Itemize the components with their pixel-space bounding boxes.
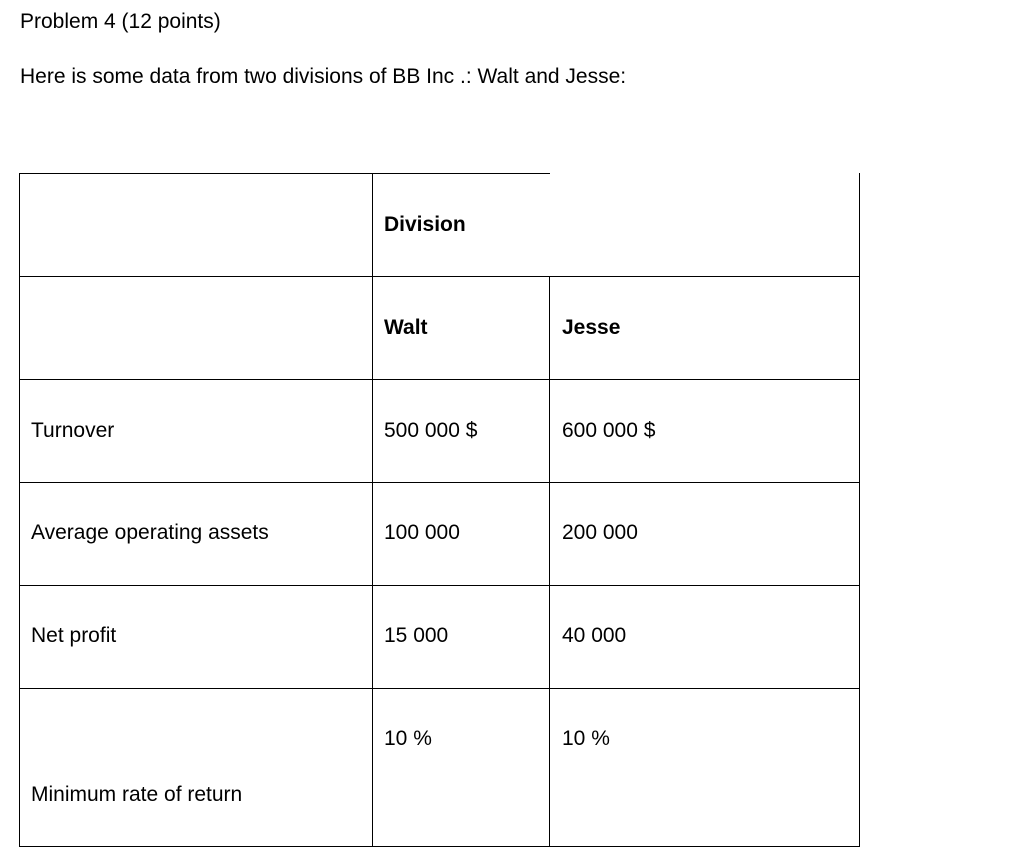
table-rule-vertical: [549, 276, 550, 847]
table-border-bottom: [19, 846, 860, 847]
table-rule: [19, 688, 860, 689]
row-label-turnover: Turnover: [31, 419, 115, 442]
row-label-minimum-rate-of-return: Minimum rate of return: [31, 783, 243, 806]
cell-assets-jesse: 200 000: [562, 521, 638, 544]
table-rule: [19, 482, 860, 483]
cell-assets-walt: 100 000: [384, 521, 460, 544]
column-header-walt: Walt: [384, 316, 428, 339]
division-header: Division: [384, 213, 466, 236]
row-label-average-operating-assets: Average operating assets: [31, 521, 269, 544]
row-label-net-profit: Net profit: [31, 624, 117, 647]
table-border-right: [859, 173, 860, 847]
cell-turnover-jesse: 600 000 $: [562, 419, 656, 442]
table-border-top: [19, 173, 550, 174]
cell-min-rate-walt: 10 %: [384, 727, 432, 750]
cell-net-profit-jesse: 40 000: [562, 624, 627, 647]
table-rule: [19, 585, 860, 586]
table-rule-vertical: [372, 173, 373, 847]
cell-net-profit-walt: 15 000: [384, 624, 449, 647]
problem-heading: Problem 4 (12 points): [20, 10, 221, 33]
table-rule: [19, 379, 860, 380]
problem-intro: Here is some data from two divisions of BB Inc .: Walt and Jesse:: [20, 65, 627, 88]
cell-min-rate-jesse: 10 %: [562, 727, 610, 750]
table-rule: [19, 276, 860, 277]
table-border-left: [19, 173, 20, 847]
cell-turnover-walt: 500 000 $: [384, 419, 478, 442]
column-header-jesse: Jesse: [562, 316, 621, 339]
